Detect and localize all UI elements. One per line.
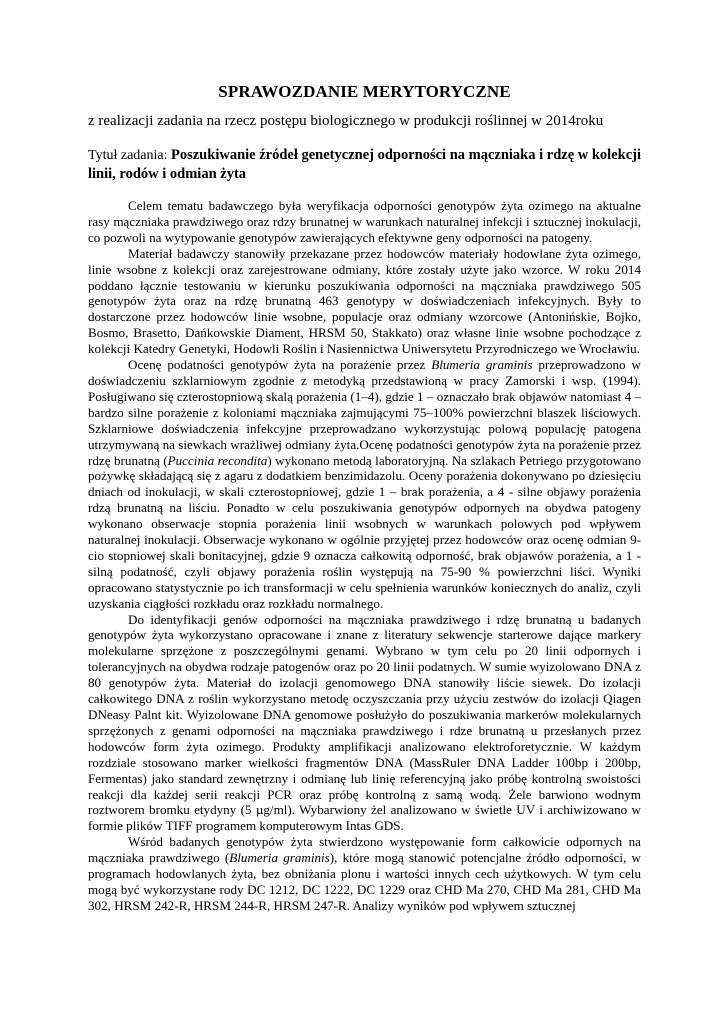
paragraph-2 (88, 246, 641, 357)
species-name: Puccinia recondita (167, 452, 268, 468)
paragraph-5 (88, 834, 641, 914)
report-subtitle: z realizacji zadania na rzecz postępu biologicznego w produkcji roślinnej w 2014roku (88, 113, 604, 129)
report-body (88, 198, 641, 914)
task-title-line (88, 146, 641, 184)
paragraph-text: przeprowadzono w doświadczeniu szklarniowym zgodnie z metodyką przedstawioną w pracy Zamorski i wsp. (1994). Posługiwano się czterostopniową skalą porażenia (1–4), gdzie 1 – oznaczało brak objawów natomiast 4 – bardzo silne porażenie z koloniami mączniaka zajmującymi 75–100% powierzchni blaszek liściowych. Szklarniowe doświadczenia infekcyjne przeprowadzano wykorzystując polową populację patogena utrzymywaną na siewkach wrażliwej odmiany żyta.Ocenę podatności genotypów żyta na porażenie przez rdzę brunatną ( (88, 357, 641, 468)
task-label: Tytuł zadania: (88, 148, 171, 163)
paragraph-1 (88, 198, 641, 246)
paragraph-text: ), które mogą stanowić potencjalne źródło odporności, w programach hodowlanych żyta, bez obniżania plonu i wartości innych cech użytkowych. W tym celu mogą być wykorzystane rody DC 1212, DC 1222, DC 1229 oraz CHD Ma 270, CHD Ma 281, CHD Ma 302, HRSM 242-R, HRSM 244-R, HRSM 247-R. Analizy wyników pod wpływem sztucznej (88, 850, 641, 913)
task-title: Poszukiwanie źródeł genetycznej odporności na mączniaka i rdzę w kolekcji linii, rodów i odmian żyta (88, 147, 641, 182)
paragraph-3 (88, 357, 641, 612)
paragraph-text: Wśród badanych genotypów żyta stwierdzono występowanie form całkowicie odpornych na mączniaka prawdziwego ( (88, 834, 641, 866)
paragraph-text: ) wykonano metodą laboratoryjną. Na szlakach Petriego przygotowano pożywkę składającą się z agaru z dodatkiem benzimidazolu. Oceny porażenia dokonywano po dziesięciu dniach od inokulacji, w skali czterostopniowej, gdzie 1 – brak porażenia, a 4 - silne objawy porażenia rdzą brunatną na liściu. Ponadto w celu poszukiwania genotypów odpornych na obydwa patogeny wykonano obserwacje stopnia porażenia linii wsobnych w warunkach polowych pod wpływem naturalnej inokulacji. Obserwacje wykonano w ogólnie przyjętej przez hodowców oraz ocenę odmian 9-cio stopniowej skali bonitacyjnej, gdzie 9 oznacza całkowitą odporność, brak objawów porażenia, a 1 - silną podatność, czyli objawy porażenia roślin występują na 75-90 % powierzchni liści. Wyniki opracowano statystycznie po ich transformacji w celu spełnienia warunków koniecznych do analiz, czyli uzyskania ciągłości rozkładu oraz rozkładu normalnego. (88, 452, 641, 611)
paragraph-text: Ocenę podatności genotypów żyta na porażenie przez (128, 357, 432, 373)
paragraph-text: Do identyfikacji genów odporności na mączniaka prawdziwego i rdzę brunatną u badanych genotypów żyta wykorzystano opracowane i znane z literatury sekwencje starterowe dające markery molekularne sprzężone z poszczególnymi genami. Wybrano w tym celu po 20 linii odpornych i tolerancyjnych na obydwa rodzaje patogenów oraz po 20 linii podatnych. W sumie wyizolowano DNA z 80 genotypów żyta. Materiał do izolacji genomowego DNA stanowiły liście siewek. Do izolacji całkowitego DNA z roślin wykorzystano metodę oczyszczania przy użyciu zestwów do izolacji Qiagen DNeasy Palnt kit. Wyizolowane DNA genomowe posłużyło do poszukiwania markerów molekularnych sprzężonych z genami odporności na mączniaka prawdziwego i rdze brunatną u przesłanych przez hodowców form żyta ozimego. Produkty amplifikacji analizowano elektroforetycznie. W każdym rozdziale stosowano marker wielkości fragmentów DNA (MassRuler DNA Ladder 100bp i 200bp, Fermentas) jako standard zewnętrzny i odmianę lub linię referencyjną jako próbę kontrolną swoistości reakcji dla każdej serii reakcji PCR oraz próbę kontrolną z samą wodą. Żele barwiono wodnym roztworem bromku etydyny (5 µg/ml). Wybarwiony żel analizowano w świetle UV i archiwizowano w formie plików TIFF programem komputerowym Intas GDS. (88, 611, 641, 834)
species-name: Blumeria graminis (229, 850, 330, 866)
paragraph-text: Materiał badawczy stanowiły przekazane przez hodowców materiały hodowlane żyta ozimego, linie wsobne z kolekcji oraz zarejestrowane odmiany, które zostały użyte jako wzorce. W roku 2014 poddano łącznie testowaniu w kierunku poszukiwania odporności na mączniaka prawdziwego 505 genotypów żyta oraz na rdzę brunatną 463 genotypy w doświadczeniach infekcyjnych. Były to dostarczone przez hodowców linie wsobne, populacje oraz odmiany wzorcowe (Antonińskie, Bojko, Bosmo, Brasetto, Dańkowskie Diament, HRSM 50, Stakkato) oraz własne linie wsobne pochodzące z kolekcji Katedry Genetyki, Hodowli Roślin i Nasiennictwa Uniwersytetu Przyrodniczego we Wrocławiu. (88, 245, 641, 357)
paragraph-4 (88, 612, 641, 835)
report-title: SPRAWOZDANIE MERYTORYCZNE (218, 82, 511, 101)
document-page (88, 82, 641, 914)
paragraph-text: Celem tematu badawczego była weryfikacja odporności genotypów żyta ozimego na aktualne rasy mączniaka prawdziwego oraz rdzy brunatnej w warunkach naturalnej infekcji i sztucznej inokulacji, co pozwoli na wytypowanie genotypów zawierających efektywne geny odporności na patogeny. (88, 198, 641, 245)
species-name: Blumeria graminis (431, 357, 533, 373)
